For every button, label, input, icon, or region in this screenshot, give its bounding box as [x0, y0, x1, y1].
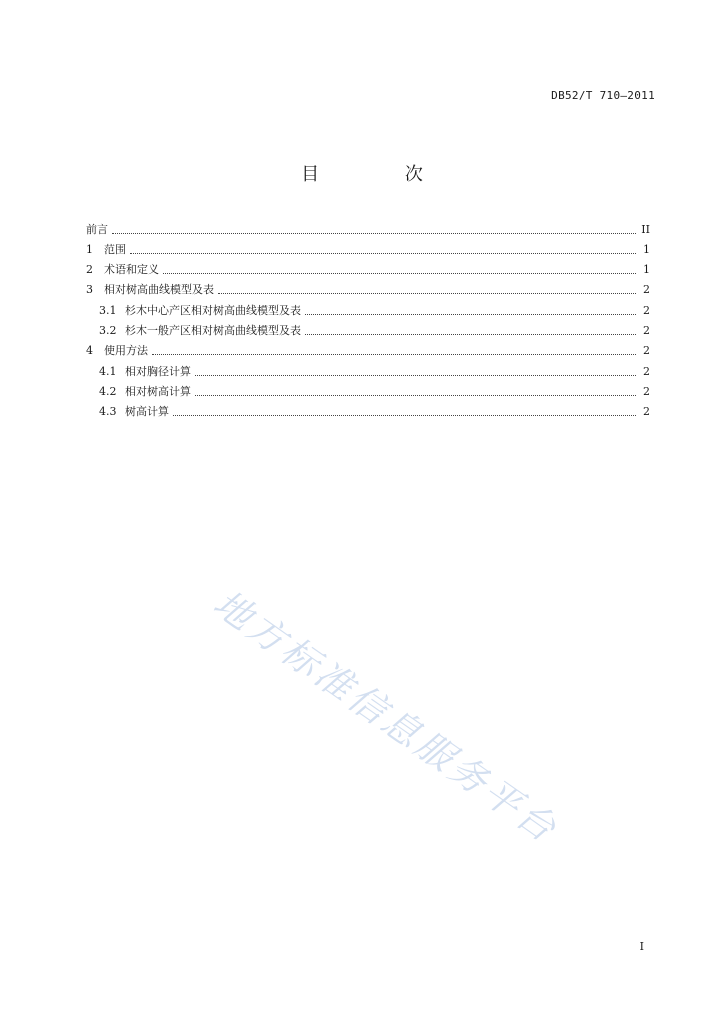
toc-entry-models[interactable] — [86, 278, 650, 298]
toc-entry-page: 2 — [643, 344, 650, 357]
toc-entry-foreword[interactable] — [86, 218, 650, 238]
toc-entry-label: 相对树高曲线模型及表 — [104, 283, 214, 296]
toc-entry-number: 4 — [86, 344, 93, 357]
toc-entry-label: 相对胸径计算 — [125, 365, 191, 378]
toc-entry-scope[interactable] — [86, 238, 650, 258]
dot-leader — [173, 414, 636, 416]
toc-entry-number: 4.1 — [99, 365, 117, 378]
dot-leader — [112, 232, 636, 234]
dot-leader — [195, 374, 636, 376]
dot-leader — [130, 252, 636, 254]
page-title: 目 次 — [301, 164, 463, 185]
toc-entry-label: 使用方法 — [104, 344, 148, 357]
page-number: I — [639, 940, 644, 953]
dot-leader — [218, 292, 636, 294]
toc-entry-page: 2 — [643, 324, 650, 337]
toc-entry-label: 杉木一般产区相对树高曲线模型及表 — [125, 324, 301, 337]
toc-entry-label: 前言 — [86, 223, 108, 236]
toc-entry-terms[interactable] — [86, 258, 650, 278]
dot-leader — [305, 333, 636, 335]
toc-entry-number: 3 — [86, 283, 93, 296]
toc-entry-number: 2 — [86, 263, 93, 276]
toc-entry-models-central[interactable] — [86, 298, 650, 319]
toc-entry-label: 术语和定义 — [104, 263, 159, 276]
toc-entry-page: II — [641, 223, 650, 236]
toc-entry-page: 1 — [643, 243, 650, 256]
toc-entry-number: 1 — [86, 243, 93, 256]
toc-entry-label: 树高计算 — [125, 405, 169, 418]
toc-entry-number: 4.3 — [99, 405, 117, 418]
toc-entry-page: 1 — [643, 263, 650, 276]
toc-entry-page: 2 — [643, 283, 650, 296]
toc-entry-number: 3.2 — [99, 324, 117, 337]
toc-entry-label: 相对树高计算 — [125, 385, 191, 398]
dot-leader — [152, 353, 636, 355]
toc-entry-page: 2 — [643, 405, 650, 418]
toc-entry-page: 2 — [643, 385, 650, 398]
toc-entry-page: 2 — [643, 365, 650, 378]
toc-entry-label: 杉木中心产区相对树高曲线模型及表 — [125, 304, 301, 317]
dot-leader — [195, 394, 636, 396]
toc-entry-usage-height[interactable] — [86, 400, 650, 420]
toc-entry-usage-dbh[interactable] — [86, 359, 650, 380]
toc-entry-label: 范围 — [104, 243, 126, 256]
standard-code: DB52/T 710—2011 — [551, 89, 655, 102]
dot-leader — [163, 272, 636, 274]
toc-entry-usage-relative-height[interactable] — [86, 380, 650, 400]
toc-entry-number: 3.1 — [99, 304, 117, 317]
toc-entry-usage[interactable] — [86, 339, 650, 359]
toc-entry-models-general[interactable] — [86, 319, 650, 339]
dot-leader — [305, 313, 636, 315]
watermark: 地方标准信息服务平台 — [205, 581, 567, 853]
table-of-contents — [86, 218, 650, 420]
toc-entry-page: 2 — [643, 304, 650, 317]
toc-entry-number: 4.2 — [99, 385, 117, 398]
